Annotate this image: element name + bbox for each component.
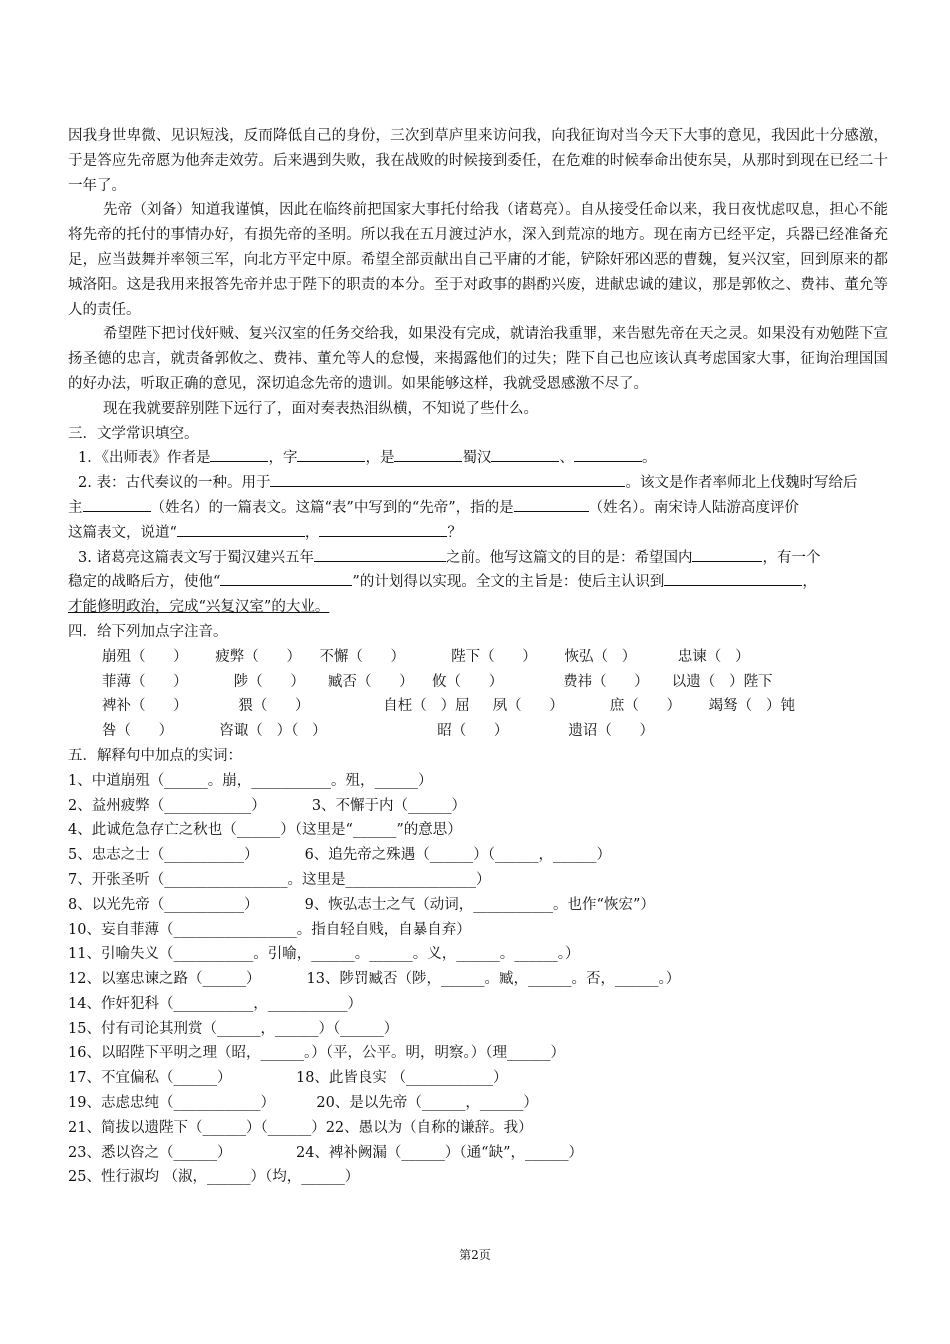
blank[interactable] — [220, 570, 352, 586]
blank[interactable] — [664, 570, 802, 586]
section-5-heading: 五．解释句中加点的实词： — [68, 747, 242, 764]
explain-item: 14、作奸犯科（___________，___________） — [68, 995, 362, 1012]
q2-text: （姓名）的一篇表文。这篇“表”中写到的“先帝”，指的是 — [150, 499, 514, 516]
section-3-heading: 三．文学常识填空。 — [68, 425, 199, 442]
q1-text: 、 — [559, 450, 574, 467]
s3-question-3a — [68, 546, 888, 571]
q1-text: 。 — [641, 450, 657, 467]
q3-text: 之前。他写这篇文的目的是：希望国内 — [445, 549, 693, 566]
blank[interactable] — [514, 496, 589, 512]
blank[interactable] — [314, 546, 446, 562]
q2-text: （姓名）。南宋诗人陆游高度评价 — [588, 499, 799, 516]
blank[interactable] — [210, 446, 268, 462]
explain-item: 19、志虑忠纯（____________） 20、是以先帝（______，______） — [68, 1095, 538, 1112]
q1-text: ，字 — [268, 450, 298, 467]
explain-item: 10、妄自菲薄（_________________。指自轻自贱，自暴自弃） — [68, 921, 471, 938]
blank[interactable] — [319, 521, 447, 537]
blank[interactable] — [574, 446, 642, 462]
q3-text: ”的计划得以实现。全文的主旨是：使后主认识到 — [352, 574, 665, 591]
explain-item: 5、忠志之士（___________） 6、追先帝之殊遇（______）（______，______） — [68, 847, 612, 864]
q2-text: 2. 表：古代奏议的一种。用于 — [78, 475, 271, 492]
document-page — [68, 124, 888, 1190]
q3-text: ， — [802, 574, 817, 591]
explain-item: 23、悉以咨之（______） 24、裨补阙漏（______）（通“缺”，______） — [68, 1144, 584, 1161]
explain-item: 25、性行淑均 （淑，______）（均，______） — [68, 1169, 360, 1186]
explain-item: 12、以塞忠谏之路（______） 13、陟罚臧否（陟，______。臧，______。否，______。） — [68, 971, 681, 988]
blank[interactable] — [83, 496, 151, 512]
q2-text: 主 — [68, 499, 83, 516]
pinyin-row: 崩殂（ ） 疲弊（ ） 不懈（ ） 陛下（ ） 恢弘（ ） 忠谏（ ） — [102, 648, 750, 665]
explain-item: 4、此诚危急存亡之秋也（______）（这里是“______”的意思） — [68, 822, 462, 839]
explain-item: 16、以昭陛下平明之理（昭，______。）（平，公平。明，明察。）（理______） — [68, 1045, 565, 1062]
explain-item: 2、益州疲弊（____________） 3、不懈于内（______） — [68, 797, 467, 814]
blank[interactable] — [297, 446, 365, 462]
s3-question-3c: 才能修明政治，完成“兴复汉室”的大业。 — [68, 599, 330, 616]
blank[interactable] — [692, 546, 762, 562]
passage-paragraph-4: 现在我就要辞别陛下远行了，面对奏表热泪纵横，不知说了些什么。 — [103, 400, 538, 417]
passage-paragraph-1: 因我身世卑微、见识短浅，反而降低自己的身份，三次到草庐里来访问我，向我征询对当今天下大事的意见，我因此十分感激，于是答应先帝愿为他奔走效劳。后来遇到失败，我在战败的时候接到委任，在危难的时候奉命出使东吴，从那时到现在已经二十一年了。 — [68, 128, 888, 194]
s3-question-1 — [68, 446, 888, 471]
explain-item: 7、开张圣听（_________________。这里是__________________） — [68, 871, 491, 888]
q3-text: 稳定的战略后方，使他“ — [68, 574, 221, 591]
s3-question-2c — [68, 521, 888, 546]
q2-text: ？ — [447, 524, 462, 541]
explain-item: 8、以光先帝（___________） 9、恢弘志士之气（动词，___________。也作“恢宏”） — [68, 896, 655, 913]
pinyin-row: 菲薄（ ） 陟（ ） 臧否（ ） 攸（ ） 费祎（ ） 以遗（ ）陛下 — [102, 673, 773, 690]
explain-item: 21、简拔以遗陛下（______）（______）22、愚以为（自称的谦辞。我） — [68, 1119, 533, 1136]
s3-question-2a — [68, 471, 888, 496]
q2-text: 。该文是作者率师北上伐魏时写给后 — [625, 475, 858, 492]
q1-text: 1．《出师表》作者是 — [78, 450, 211, 467]
blank[interactable] — [270, 471, 625, 487]
explain-item: 17、不宜偏私（______） 18、此皆良实 （____________） — [68, 1070, 508, 1087]
q2-text: ， — [304, 524, 320, 541]
q1-text: ，是 — [365, 450, 395, 467]
pinyin-row: 咎（ ） 咨诹（ ）（ ） 昭（ ） 遗诏（ ） — [102, 723, 654, 740]
page-number: 第2页 — [459, 1248, 491, 1262]
q3-text: 3. 诸葛亮这篇表文写于蜀汉建兴五年 — [78, 549, 314, 566]
q2-text: 这篇表文，说道“ — [68, 524, 177, 541]
blank[interactable] — [394, 446, 462, 462]
passage-paragraph-3: 希望陛下把讨伐奸贼、复兴汉室的任务交给我，如果没有完成，就请治我重罪，来告慰先帝在天之灵。如果没有劝勉陛下宣扬圣德的忠言，就责备郭攸之、费祎、董允等人的怠慢，来揭露他们的过失；陛下自己也应该认真考虑国家大事，征询治理国国的好办法，听取正确的意见，深切追念先帝的遗训。如果能够这样，我就受恩感激不尽了。 — [68, 326, 888, 392]
pinyin-row: 裨补（ ） 猥（ ） 自枉（ ）屈 夙（ ） 庶（ ） 竭驽（ ）钝 — [102, 698, 796, 715]
explain-item: 15、付有司论其刑赏（______，______）（______） — [68, 1020, 399, 1037]
s3-question-2b — [68, 496, 888, 521]
s3-question-3b — [68, 570, 888, 595]
explain-item: 1、中道崩殂（______。崩，___________。殂，______） — [68, 772, 433, 789]
explain-item: 11、引喻失义（___________。引喻，______。______。义，______。______。） — [68, 946, 580, 963]
q1-text: 蜀汉 — [462, 450, 492, 467]
blank[interactable] — [177, 521, 305, 537]
blank[interactable] — [491, 446, 559, 462]
passage-paragraph-2: 先帝（刘备）知道我谨慎，因此在临终前把国家大事托付给我（诸葛亮）。自从接受任命以来，我日夜忧虑叹息，担心不能将先帝的托付的事情办好，有损先帝的圣明。所以我在五月渡过泸水，深入到荒凉的地方。现在南方已经平定，兵器已经准备充足，应当鼓舞并率领三军，向北方平定中原。希望全部贡献出自己平庸的才能，铲除奸邪凶恶的曹魏，复兴汉室，回到原来的都城洛阳。这是我用来报答先帝并忠于陛下的职责的本分。至于对政事的斟酌兴废，进献忠诚的建议，那是郭攸之、费祎、董允等人的责任。 — [68, 202, 888, 318]
q3-text: ，有一个 — [762, 549, 821, 566]
section-4-heading: 四．给下列加点字注音。 — [68, 623, 228, 640]
